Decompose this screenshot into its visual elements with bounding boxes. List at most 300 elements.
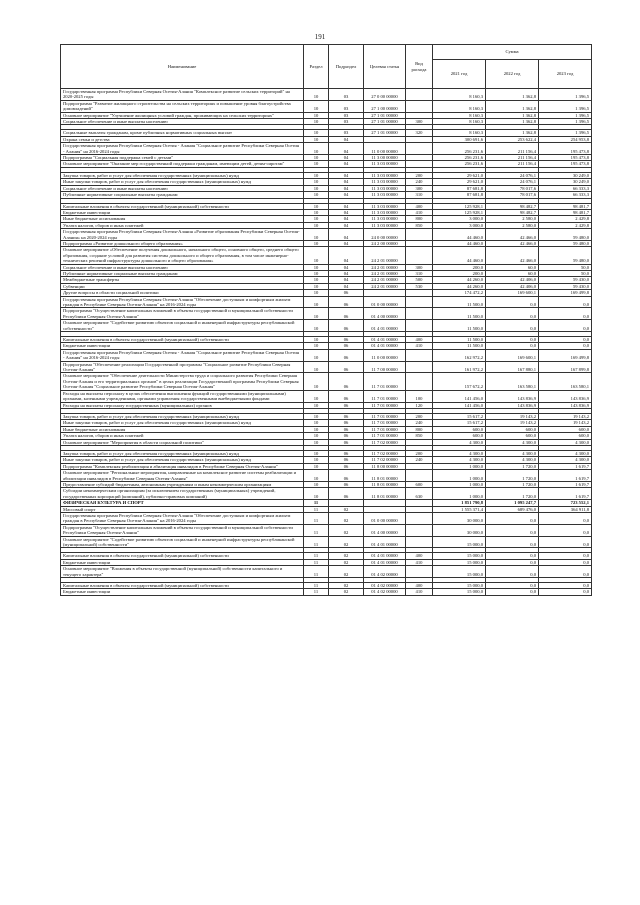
- budget-table: [60, 44, 592, 596]
- row-sum-2021: 44 260,0: [433, 283, 486, 289]
- row-sum-2023: 98 481,7: [539, 203, 592, 209]
- row-name: Капитальные вложения в объекты государственной (муниципальной) собственности: [61, 553, 304, 559]
- row-podrazdel: 04: [329, 185, 364, 191]
- row-sum-2022: 0,0: [486, 513, 539, 525]
- table-body: [61, 89, 592, 596]
- row-target-article: 01 0 00 00000: [364, 513, 406, 525]
- row-sum-2022: 0,0: [486, 583, 539, 589]
- row-razdel: 10: [304, 450, 329, 456]
- row-sum-2021: 11 500,0: [433, 337, 486, 343]
- table-row: [61, 296, 592, 308]
- row-sum-2023: 1 396,5: [539, 100, 592, 112]
- row-sum-2022: 4 300,0: [486, 450, 539, 456]
- row-expense-type: 100: [406, 390, 433, 402]
- row-podrazdel: 06: [329, 439, 364, 445]
- row-sum-2023: 4 300,0: [539, 450, 592, 456]
- row-name: Государственная программа Республики Северная Осетия-Алания «Развитие образования Республики Северная Осетия-Алания» на 2020-2024 годы: [61, 229, 304, 241]
- row-name: Субвенции: [61, 283, 304, 289]
- row-razdel: 10: [304, 420, 329, 426]
- row-target-article: 27 1 01 00000: [364, 119, 406, 125]
- row-expense-type: 310: [406, 192, 433, 198]
- row-target-article: 11 7 01 00000: [364, 426, 406, 432]
- row-sum-2021: 44 460,0: [433, 229, 486, 241]
- row-sum-2022: 143 836,9: [486, 390, 539, 402]
- table-row: [61, 349, 592, 361]
- row-sum-2022: 0,0: [486, 296, 539, 308]
- row-sum-2023: 0,0: [539, 320, 592, 332]
- row-podrazdel: 02: [329, 559, 364, 565]
- row-sum-2023: 66 333,3: [539, 192, 592, 198]
- row-sum-2021: 157 672,2: [433, 373, 486, 390]
- row-sum-2023: 163 580,1: [539, 373, 592, 390]
- row-sum-2023: 0,0: [539, 589, 592, 595]
- row-sum-2022: 0,0: [486, 559, 539, 565]
- row-name: Иные закупки товаров, работ и услуг для обеспечения государственных (муниципальных) нужд: [61, 457, 304, 463]
- row-sum-2023: 0,0: [539, 524, 592, 536]
- row-target-article: 27 1 01 00000: [364, 112, 406, 118]
- row-razdel: 10: [304, 457, 329, 463]
- row-sum-2023: 169 499,8: [539, 290, 592, 296]
- row-sum-2023: 1 619,7: [539, 463, 592, 469]
- row-sum-2023: 600,0: [539, 433, 592, 439]
- row-sum-2022: 211 156,4: [486, 143, 539, 155]
- row-sum-2022: 1 362,8: [486, 130, 539, 136]
- row-target-article: 11 8 01 00000: [364, 488, 406, 500]
- row-podrazdel: 06: [329, 420, 364, 426]
- row-target-article: 11 7 01 00000: [364, 433, 406, 439]
- row-target-article: 11 7 01 00000: [364, 373, 406, 390]
- row-sum-2023: 1 396,5: [539, 119, 592, 125]
- table-row: [61, 524, 592, 536]
- row-razdel: 10: [304, 277, 329, 283]
- row-target-article: 11 0 00 00000: [364, 349, 406, 361]
- row-sum-2022: 1 720,0: [486, 481, 539, 487]
- row-sum-2022: 0,0: [486, 308, 539, 320]
- table-row: [61, 308, 592, 320]
- row-sum-2021: 174 472,2: [433, 290, 486, 296]
- row-target-article: 01 4 00 00000: [364, 308, 406, 320]
- row-expense-type: [406, 373, 433, 390]
- row-sum-2021: 15 000,0: [433, 583, 486, 589]
- row-sum-2021: 4 300,0: [433, 439, 486, 445]
- row-sum-2023: 364 911,8: [539, 506, 592, 512]
- row-target-article: 11 7 01 00000: [364, 413, 406, 419]
- row-sum-2022: 253 622,4: [486, 136, 539, 142]
- table-row: [61, 229, 592, 241]
- row-expense-type: 200: [406, 172, 433, 178]
- row-sum-2023: 195 473,8: [539, 155, 592, 161]
- row-target-article: 24 2 01 00000: [364, 264, 406, 270]
- row-name: Подпрограмма «Развитие дошкольного общего образования»: [61, 240, 304, 246]
- row-podrazdel: 06: [329, 402, 364, 408]
- row-name: Подпрограмма "Осуществление капитальных вложений в объекты государственной и муниципальной собственности Республики Северная Осетия-Алания": [61, 524, 304, 536]
- row-target-article: 24 2 01 00000: [364, 283, 406, 289]
- row-target-article: 24 0 00 00000: [364, 229, 406, 241]
- row-sum-2022: 24 076,1: [486, 179, 539, 185]
- row-name: Государственная программа Республики Северная Осетия-Алания "Обеспечение доступным и комфортным жильем граждан в Республике Северная Осетия-Алания" на 2016-2024 годы: [61, 513, 304, 525]
- row-name: Подпрограмма "Развитие жилищного строительства на сельских территориях и повышение уровня благоустройства домовладений": [61, 100, 304, 112]
- row-sum-2021: 15 000,0: [433, 566, 486, 578]
- row-expense-type: 200: [406, 413, 433, 419]
- row-target-article: 01 4 02 00000: [364, 566, 406, 578]
- row-name: Расходы на выплаты персоналу в целях обеспечения выполнения функций государственными (муниципальными) органами, казенными учреждениями, органами управления государственными внебюджетными фондами: [61, 390, 304, 402]
- row-sum-2022: 211 156,4: [486, 161, 539, 167]
- row-sum-2023: 30 249,0: [539, 179, 592, 185]
- row-razdel: 10: [304, 100, 329, 112]
- row-expense-type: 240: [406, 420, 433, 426]
- row-sum-2021: 300 691,6: [433, 136, 486, 142]
- row-sum-2022: 60,0: [486, 264, 539, 270]
- row-sum-2022: 143 836,9: [486, 402, 539, 408]
- row-sum-2022: 1 720,0: [486, 470, 539, 482]
- row-sum-2023: 0,0: [539, 583, 592, 589]
- row-razdel: 10: [304, 402, 329, 408]
- row-sum-2022: 98 482,7: [486, 209, 539, 215]
- row-target-article: 11 7 02 00000: [364, 450, 406, 456]
- row-podrazdel: 03: [329, 89, 364, 101]
- row-sum-2022: 0,0: [486, 337, 539, 343]
- row-expense-type: [406, 320, 433, 332]
- row-name: Иные бюджетные ассигнования: [61, 216, 304, 222]
- row-target-article: 11 3 03 00000: [364, 161, 406, 167]
- row-razdel: 10: [304, 89, 329, 101]
- row-razdel: 11: [304, 500, 329, 506]
- row-podrazdel: 06: [329, 433, 364, 439]
- row-podrazdel: 06: [329, 308, 364, 320]
- row-expense-type: [406, 308, 433, 320]
- row-sum-2021: 15 617,2: [433, 413, 486, 419]
- row-name: Предоставление субсидий бюджетным, автономным учреждениям и иным некоммерческим организациям: [61, 481, 304, 487]
- row-sum-2022: 1 362,8: [486, 112, 539, 118]
- row-name: Иные бюджетные ассигнования: [61, 426, 304, 432]
- row-sum-2022: 78 017,6: [486, 185, 539, 191]
- row-sum-2021: 30 000,0: [433, 513, 486, 525]
- row-target-article: 01 0 00 00000: [364, 296, 406, 308]
- row-podrazdel: 06: [329, 296, 364, 308]
- row-sum-2022: 1 095 247,7: [486, 500, 539, 506]
- row-name: Государственная программа Республики Северная Осетия-Алания "Обеспечение доступным и комфортным жильем граждан в Республике Северная Осетия-Алания" на 2016-2024 годы: [61, 296, 304, 308]
- table-row: [61, 247, 592, 264]
- table-row: [61, 361, 592, 373]
- row-name: Подпрограмма "Комплексная реабилитация и абилитация инвалидов в Республике Северная Осетия-Алания": [61, 463, 304, 469]
- row-name: Основное мероприятие "Содействие развитию объектов социальной и инженерной инфраструктуры республиканской собственности": [61, 320, 304, 332]
- row-sum-2022: 19 143,2: [486, 413, 539, 419]
- row-sum-2022: 0,0: [486, 536, 539, 548]
- row-sum-2022: 42 406,0: [486, 283, 539, 289]
- row-razdel: 11: [304, 513, 329, 525]
- table-row: [61, 566, 592, 578]
- row-podrazdel: 06: [329, 361, 364, 373]
- row-expense-type: 530: [406, 283, 433, 289]
- row-name: Государственная программа Республики Северная Осетия - Алания "Социальное развитие Республики Северная Осетия - Алания" на 2016-2024 годы: [61, 349, 304, 361]
- row-podrazdel: 04: [329, 143, 364, 155]
- row-razdel: 10: [304, 209, 329, 215]
- row-expense-type: 300: [406, 264, 433, 270]
- row-razdel: 10: [304, 203, 329, 209]
- row-sum-2022: 0,0: [486, 553, 539, 559]
- row-podrazdel: 04: [329, 155, 364, 161]
- table-row: [61, 100, 592, 112]
- row-podrazdel: 06: [329, 413, 364, 419]
- row-podrazdel: 04: [329, 247, 364, 264]
- table-row: [61, 536, 592, 548]
- row-expense-type: 240: [406, 179, 433, 185]
- row-podrazdel: 06: [329, 457, 364, 463]
- row-sum-2023: 0,0: [539, 513, 592, 525]
- row-razdel: 10: [304, 222, 329, 228]
- row-sum-2021: 256 231,6: [433, 161, 486, 167]
- table-row: [61, 143, 592, 155]
- row-expense-type: [406, 361, 433, 373]
- row-name: Основное мероприятие "Улучшение жилищных условий граждан, проживающих на сельских территориях": [61, 112, 304, 118]
- row-podrazdel: 02: [329, 583, 364, 589]
- row-sum-2022: 0,0: [486, 343, 539, 349]
- row-razdel: 10: [304, 172, 329, 178]
- row-expense-type: [406, 296, 433, 308]
- header-expense-type: Вид расхода: [406, 45, 433, 89]
- row-target-article: 01 4 01 00000: [364, 337, 406, 343]
- row-target-article: 11 3 03 00000: [364, 203, 406, 209]
- row-sum-2022: 0,0: [486, 589, 539, 595]
- row-sum-2021: 29 621,0: [433, 179, 486, 185]
- row-sum-2023: 254 953,8: [539, 136, 592, 142]
- row-sum-2023: 1 619,7: [539, 488, 592, 500]
- row-name: Основное мероприятие "Мероприятия в области социальной политики": [61, 439, 304, 445]
- row-razdel: 10: [304, 112, 329, 118]
- row-target-article: 11 7 00 00000: [364, 361, 406, 373]
- row-name: Публичные нормативные социальные выплаты гражданам: [61, 270, 304, 276]
- row-sum-2023: 143 836,9: [539, 402, 592, 408]
- row-sum-2021: 1 555 371,4: [433, 506, 486, 512]
- row-razdel: 10: [304, 283, 329, 289]
- row-sum-2022: 1 362,8: [486, 119, 539, 125]
- row-sum-2021: 141 456,0: [433, 402, 486, 408]
- row-razdel: 10: [304, 308, 329, 320]
- row-sum-2022: 24 076,1: [486, 172, 539, 178]
- row-expense-type: 300: [406, 119, 433, 125]
- row-sum-2021: 3 000,0: [433, 222, 486, 228]
- row-target-article: 24 2 01 00000: [364, 247, 406, 264]
- row-expense-type: 410: [406, 559, 433, 565]
- row-name: Массовый спорт: [61, 506, 304, 512]
- row-razdel: 10: [304, 349, 329, 361]
- row-sum-2021: 3 000,0: [433, 216, 486, 222]
- row-razdel: 11: [304, 566, 329, 578]
- row-sum-2023: 0,0: [539, 536, 592, 548]
- row-podrazdel: 04: [329, 161, 364, 167]
- row-podrazdel: 06: [329, 488, 364, 500]
- row-sum-2022: 163 580,1: [486, 373, 539, 390]
- row-podrazdel: 04: [329, 270, 364, 276]
- row-expense-type: [406, 143, 433, 155]
- row-sum-2021: 15 617,2: [433, 420, 486, 426]
- row-sum-2022: 1 362,8: [486, 89, 539, 101]
- row-name: Социальное обеспечение и иные выплаты населению: [61, 185, 304, 191]
- row-podrazdel: 03: [329, 130, 364, 136]
- row-razdel: 11: [304, 553, 329, 559]
- row-sum-2021: 11 500,0: [433, 308, 486, 320]
- row-podrazdel: 02: [329, 513, 364, 525]
- row-name: Государственная программа Республики Северная Осетия-Алания "Комплексное развитие сельских территорий" на 2020-2025 годы: [61, 89, 304, 101]
- row-expense-type: 400: [406, 583, 433, 589]
- row-name: Подпрограмма "Социальная поддержка семей с детьми": [61, 155, 304, 161]
- row-expense-type: 850: [406, 222, 433, 228]
- row-podrazdel: 06: [329, 373, 364, 390]
- row-podrazdel: 04: [329, 203, 364, 209]
- row-sum-2022: 169 600,1: [486, 349, 539, 361]
- row-sum-2023: 2 429,8: [539, 222, 592, 228]
- row-razdel: 10: [304, 270, 329, 276]
- row-name: Закупка товаров, работ и услуг для обеспечения государственных (муниципальных) нужд: [61, 450, 304, 456]
- row-sum-2022: 0,0: [486, 566, 539, 578]
- row-sum-2021: 8 160,3: [433, 119, 486, 125]
- row-razdel: 10: [304, 290, 329, 296]
- row-sum-2023: 19 143,2: [539, 413, 592, 419]
- row-podrazdel: 02: [329, 589, 364, 595]
- row-target-article: 24 2 01 00000: [364, 270, 406, 276]
- table-row: [61, 488, 592, 500]
- row-sum-2022: 600,0: [486, 426, 539, 432]
- row-name: Межбюджетные трансферты: [61, 277, 304, 283]
- row-podrazdel: 02: [329, 506, 364, 512]
- row-sum-2022: 42 466,0: [486, 240, 539, 246]
- row-sum-2021: 8 160,3: [433, 89, 486, 101]
- row-podrazdel: 04: [329, 216, 364, 222]
- header-sums: Сумма: [433, 45, 592, 60]
- row-name: Иные закупки товаров, работ и услуг для обеспечения государственных (муниципальных) нужд: [61, 420, 304, 426]
- row-target-article: 11 7 02 00000: [364, 457, 406, 463]
- row-expense-type: 500: [406, 277, 433, 283]
- row-razdel: 10: [304, 247, 329, 264]
- row-podrazdel: 03: [329, 100, 364, 112]
- row-sum-2021: 256 231,6: [433, 155, 486, 161]
- row-sum-2022: 78 017,6: [486, 192, 539, 198]
- row-podrazdel: 04: [329, 179, 364, 185]
- page-number: 191: [314, 33, 326, 41]
- row-razdel: 10: [304, 463, 329, 469]
- row-podrazdel: 04: [329, 283, 364, 289]
- header-target-article: Целевая статья: [364, 45, 406, 89]
- row-expense-type: 310: [406, 270, 433, 276]
- row-sum-2021: 15 000,0: [433, 553, 486, 559]
- row-razdel: 10: [304, 229, 329, 241]
- table-row: [61, 589, 592, 595]
- row-razdel: 10: [304, 179, 329, 185]
- row-podrazdel: 06: [329, 337, 364, 343]
- row-podrazdel: 06: [329, 290, 364, 296]
- row-sum-2021: 125 928,1: [433, 203, 486, 209]
- row-sum-2022: 42 466,0: [486, 229, 539, 241]
- header-2022: 2022 год: [486, 60, 539, 89]
- row-podrazdel: 06: [329, 320, 364, 332]
- row-sum-2023: 167 899,8: [539, 361, 592, 373]
- row-razdel: 10: [304, 361, 329, 373]
- row-razdel: 10: [304, 240, 329, 246]
- row-expense-type: [406, 349, 433, 361]
- row-sum-2021: 8 160,3: [433, 112, 486, 118]
- row-sum-2021: 1 851 790,8: [433, 500, 486, 506]
- row-sum-2022: 169 600,1: [486, 290, 539, 296]
- row-expense-type: 320: [406, 130, 433, 136]
- row-target-article: 11 3 03 00000: [364, 172, 406, 178]
- row-podrazdel: 02: [329, 566, 364, 578]
- row-sum-2021: 600,0: [433, 426, 486, 432]
- row-sum-2022: 1 720,0: [486, 488, 539, 500]
- row-target-article: 11 8 00 00000: [364, 463, 406, 469]
- row-name: Другие вопросы в области социальной политики: [61, 290, 304, 296]
- row-podrazdel: 03: [329, 119, 364, 125]
- row-sum-2023: 0,0: [539, 343, 592, 349]
- row-name: Субсидии некоммерческим организациям (за исключением государственных (муниципальных) учреждений, государственных корпораций (компаний), публично-правовых компаний): [61, 488, 304, 500]
- row-sum-2021: 1 000,0: [433, 488, 486, 500]
- table-row: [61, 513, 592, 525]
- row-target-article: 01 4 02 00000: [364, 589, 406, 595]
- row-expense-type: 400: [406, 203, 433, 209]
- row-sum-2022: 689 476,0: [486, 506, 539, 512]
- row-sum-2023: 0,0: [539, 559, 592, 565]
- row-sum-2023: 723 552,1: [539, 500, 592, 506]
- row-sum-2023: 98 481,7: [539, 209, 592, 215]
- row-podrazdel: 06: [329, 343, 364, 349]
- header-razdel: Раздел: [304, 45, 329, 89]
- row-sum-2021: 87 681,8: [433, 185, 486, 191]
- row-expense-type: [406, 536, 433, 548]
- row-expense-type: [406, 100, 433, 112]
- row-sum-2021: 200,0: [433, 270, 486, 276]
- header-2021: 2021 год: [433, 60, 486, 89]
- row-razdel: 11: [304, 589, 329, 595]
- row-sum-2023: 195 473,8: [539, 143, 592, 155]
- row-sum-2021: 30 000,0: [433, 524, 486, 536]
- row-name: Бюджетные инвестиции: [61, 343, 304, 349]
- row-sum-2022: 60,0: [486, 270, 539, 276]
- row-target-article: 11 3 03 00000: [364, 222, 406, 228]
- row-sum-2021: 4 300,0: [433, 457, 486, 463]
- row-name: Социальное обеспечение и иные выплаты населению: [61, 119, 304, 125]
- row-expense-type: 300: [406, 185, 433, 191]
- table-row: [61, 373, 592, 390]
- row-sum-2023: 0,0: [539, 553, 592, 559]
- row-name: ФИЗИЧЕСКАЯ КУЛЬТУРА И СПОРТ: [61, 500, 304, 506]
- row-sum-2021: 44 460,0: [433, 240, 486, 246]
- row-expense-type: 400: [406, 553, 433, 559]
- row-sum-2021: 141 456,0: [433, 390, 486, 402]
- row-podrazdel: 04: [329, 172, 364, 178]
- row-expense-type: 630: [406, 488, 433, 500]
- row-sum-2021: 4 300,0: [433, 450, 486, 456]
- row-podrazdel: 03: [329, 112, 364, 118]
- row-target-article: 01 4 01 00000: [364, 536, 406, 548]
- row-sum-2023: 1 396,5: [539, 130, 592, 136]
- row-sum-2023: 4 300,0: [539, 439, 592, 445]
- row-sum-2023: 2 429,8: [539, 216, 592, 222]
- row-expense-type: 200: [406, 450, 433, 456]
- row-sum-2021: 256 231,6: [433, 143, 486, 155]
- row-name: Подпрограмма "Обеспечение реализации Государственной программы "Социальное развитие Республики Северная Осетия-Алания": [61, 361, 304, 373]
- row-podrazdel: 04: [329, 209, 364, 215]
- row-target-article: 11 7 01 00000: [364, 420, 406, 426]
- row-sum-2021: 87 681,8: [433, 192, 486, 198]
- row-sum-2023: 1 619,7: [539, 470, 592, 482]
- row-name: Государственная программа Республики Северная Осетия - Алания "Социальное развитие Республики Северная Осетия - Алания" на 2016-2024 годы: [61, 143, 304, 155]
- row-name: Бюджетные инвестиции: [61, 559, 304, 565]
- row-sum-2021: 15 000,0: [433, 589, 486, 595]
- row-name: Основное мероприятие «Обеспечение получения дошкольного, начального общего, основного общего, среднего общего образования, создание условий для развития системы дошкольного и общего образования, в том числе инженерно-технических решений инфраструктуры дошкольного и общего образования»: [61, 247, 304, 264]
- row-sum-2023: 0,0: [539, 296, 592, 308]
- row-podrazdel: 04: [329, 240, 364, 246]
- header-name: Наименование: [61, 45, 304, 89]
- row-podrazdel: 04: [329, 222, 364, 228]
